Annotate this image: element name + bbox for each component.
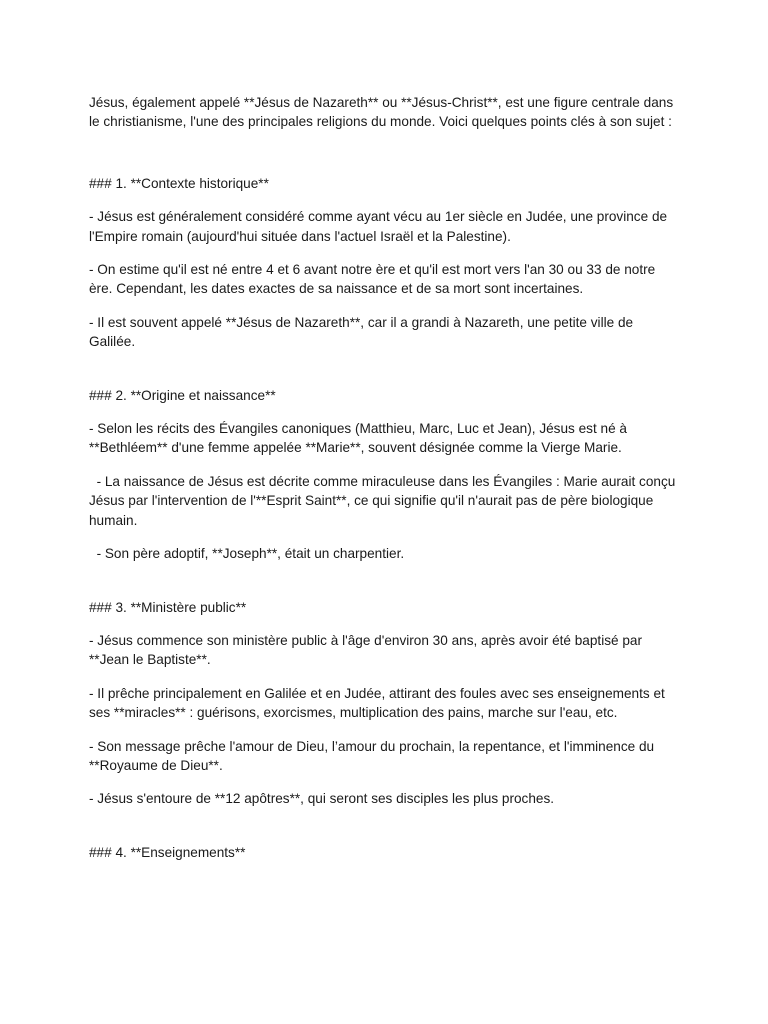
- paragraph: - Jésus commence son ministère public à l'âge d'environ 30 ans, après avoir été baptisé par **Jean le Baptiste**.: [89, 632, 646, 668]
- section-enseignements: [89, 843, 681, 862]
- paragraph: - Jésus s'entoure de **12 apôtres**, qui seront ses disciples les plus proches.: [89, 791, 555, 807]
- paragraph: - Son message prêche l'amour de Dieu, l’amour du prochain, la repentance, et l'imminence du **Royaume de Dieu**.: [89, 738, 658, 773]
- intro-paragraph: Jésus, également appelé **Jésus de Nazareth** ou **Jésus-Christ**, est une figure centrale dans le christianisme, l'une des principales religions du monde. Voici quelques points clés à son sujet :: [89, 95, 677, 130]
- paragraph: - Jésus est généralement considéré comme ayant vécu au 1er siècle en Judée, une province de l'Empire romain (aujourd'hui située dans l'actuel Israël et la Palestine).: [89, 209, 671, 244]
- section-origine-naissance: [89, 386, 681, 564]
- section-heading: ### 1. **Contexte historique**: [89, 175, 269, 191]
- paragraph: - Il est souvent appelé **Jésus de Nazareth**, car il a grandi à Nazareth, une petite ville de Galilée.: [89, 314, 637, 350]
- spacer: [89, 352, 681, 386]
- section-heading: ### 4. **Enseignements**: [89, 844, 246, 860]
- document-page: [89, 93, 681, 862]
- paragraph: - La naissance de Jésus est décrite comme miraculeuse dans les Évangiles : Marie aurait conçu Jésus par l'intervention de l'**Esprit Saint**, ce qui signifie qu'il n'aurait pas de père biologique humain.: [89, 473, 680, 528]
- spacer: [89, 132, 681, 174]
- spacer: [89, 564, 681, 598]
- paragraph: - Son père adoptif, **Joseph**, était un charpentier.: [89, 546, 405, 562]
- paragraph: - Selon les récits des Évangiles canoniques (Matthieu, Marc, Luc et Jean), Jésus est né à **Bethléem** d'une femme appelée **Marie**, souvent désignée comme la Vierge Marie.: [89, 421, 631, 456]
- section-contexte-historique: [89, 174, 681, 352]
- spacer: [89, 809, 681, 843]
- paragraph: - On estime qu'il est né entre 4 et 6 avant notre ère et qu'il est mort vers l'an 30 ou 33 de notre ère. Cependant, les dates exactes de sa naissance et de sa mort sont incertaines.: [89, 262, 659, 297]
- section-heading: ### 2. **Origine et naissance**: [89, 387, 276, 403]
- section-ministere-public: [89, 598, 681, 809]
- paragraph: - Il prêche principalement en Galilée et en Judée, attirant des foules avec ses enseignements et ses **miracles** : guérisons, exorcismes, multiplication des pains, marche sur l'eau, etc.: [89, 685, 669, 721]
- section-heading: ### 3. **Ministère public**: [89, 599, 247, 615]
